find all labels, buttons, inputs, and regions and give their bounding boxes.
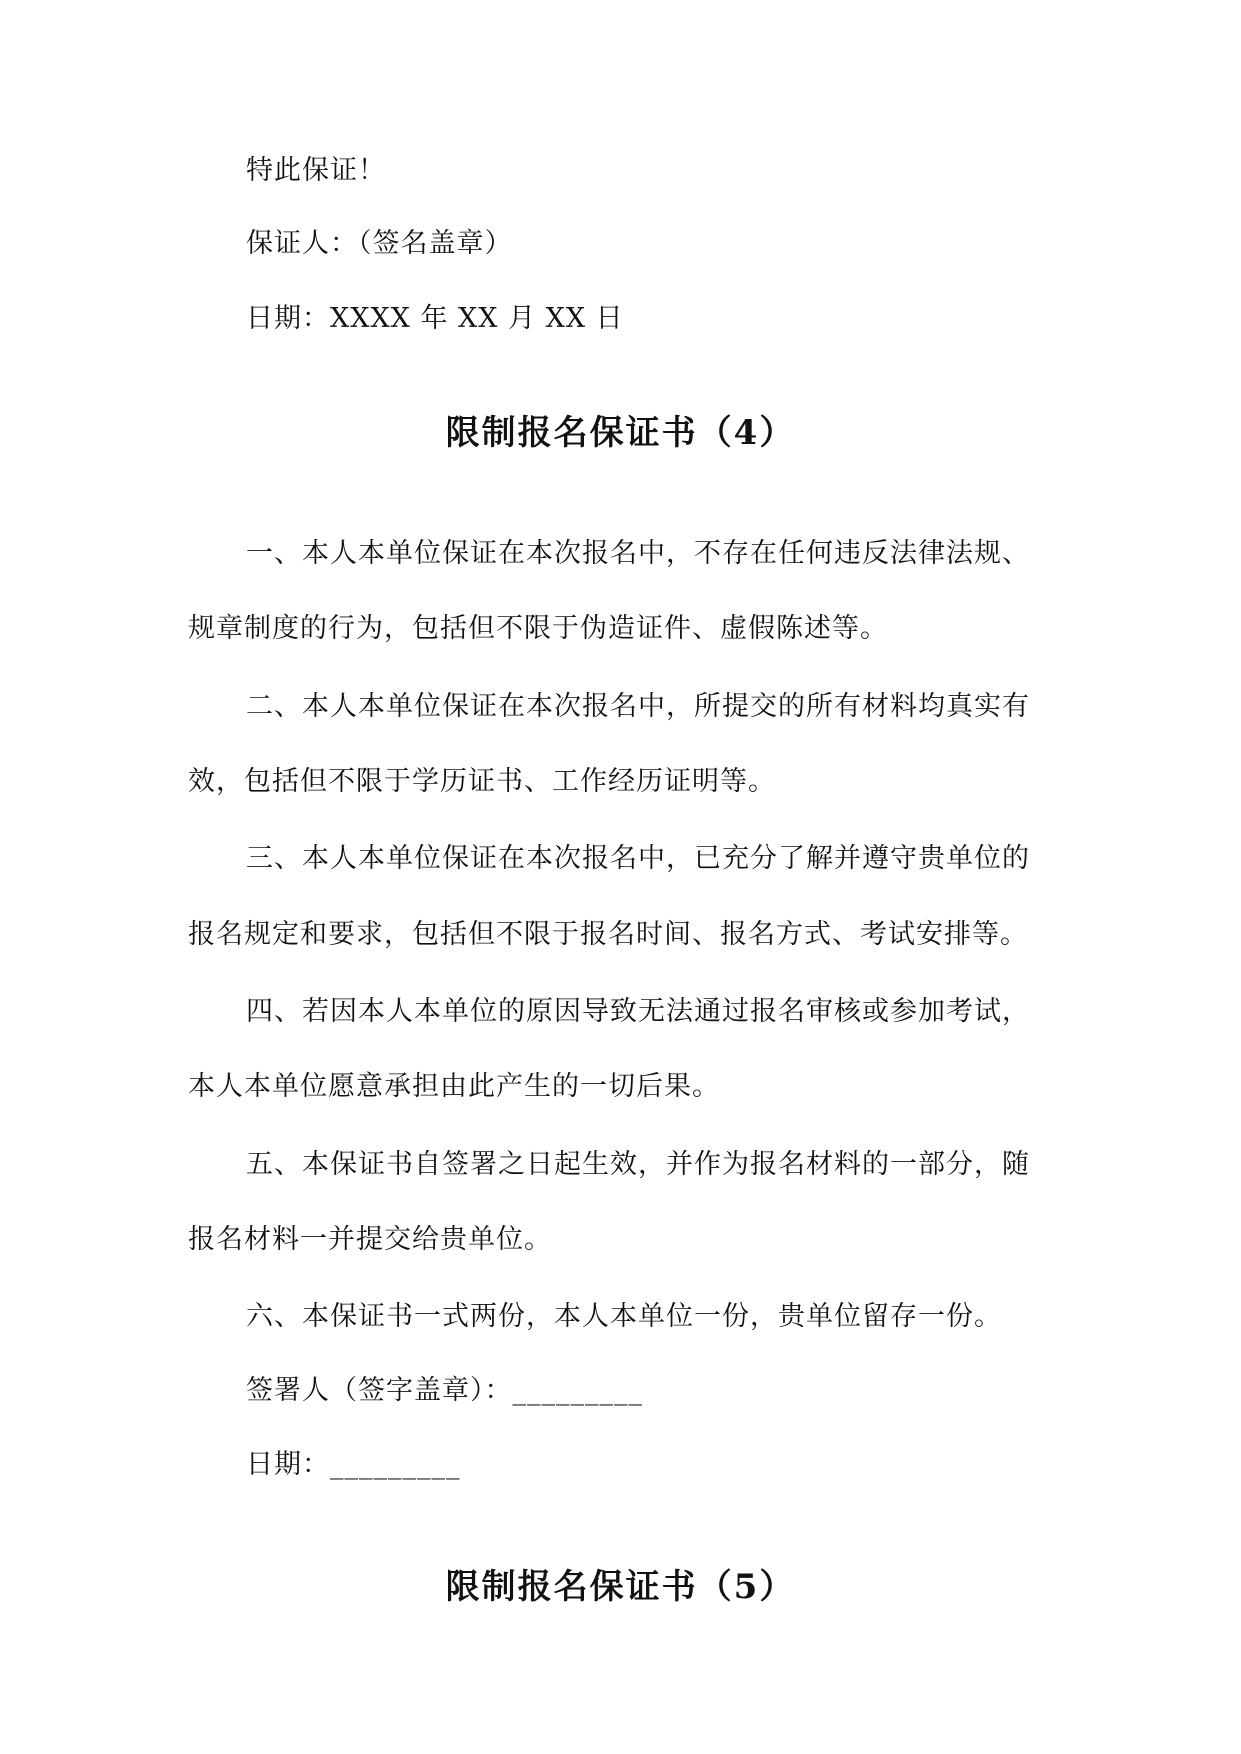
clause-2-line-1: 二、本人本单位保证在本次报名中，所提交的所有材料均真实有 [246,691,1030,722]
clause-6-line-1: 六、本保证书一式两份，本人本单位一份，贵单位留存一份。 [246,1301,1002,1332]
clause-1-line-2: 规章制度的行为，包括但不限于伪造证件、虚假陈述等。 [188,613,888,644]
clause-4-line-2: 本人本单位愿意承担由此产生的一切后果。 [188,1071,720,1102]
section-4-title: 限制报名保证书（4） [445,413,796,453]
closing-date: 日期：XXXX 年 XX 月 XX 日 [246,303,624,334]
clause-5-line-1: 五、本保证书自签署之日起生效，并作为报名材料的一部分，随 [246,1149,1030,1180]
clause-4-line-1: 四、若因本人本单位的原因导致无法通过报名审核或参加考试， [246,996,1030,1027]
signatory-line: 签署人（签字盖章）：_________ [246,1375,643,1406]
closing-guarantor: 保证人：（签名盖章） [246,228,513,259]
closing-declaration: 特此保证！ [246,155,386,186]
clause-3-line-2: 报名规定和要求，包括但不限于报名时间、报名方式、考试安排等。 [188,919,1028,950]
clause-3-line-1: 三、本人本单位保证在本次报名中，已充分了解并遵守贵单位的 [246,843,1030,874]
clause-1-line-1: 一、本人本单位保证在本次报名中，不存在任何违反法律法规、 [246,538,1030,569]
clause-2-line-2: 效，包括但不限于学历证书、工作经历证明等。 [188,766,776,797]
clause-5-line-2: 报名材料一并提交给贵单位。 [188,1224,552,1255]
section-5-title: 限制报名保证书（5） [445,1567,796,1607]
signature-date-line: 日期：_________ [246,1449,461,1480]
